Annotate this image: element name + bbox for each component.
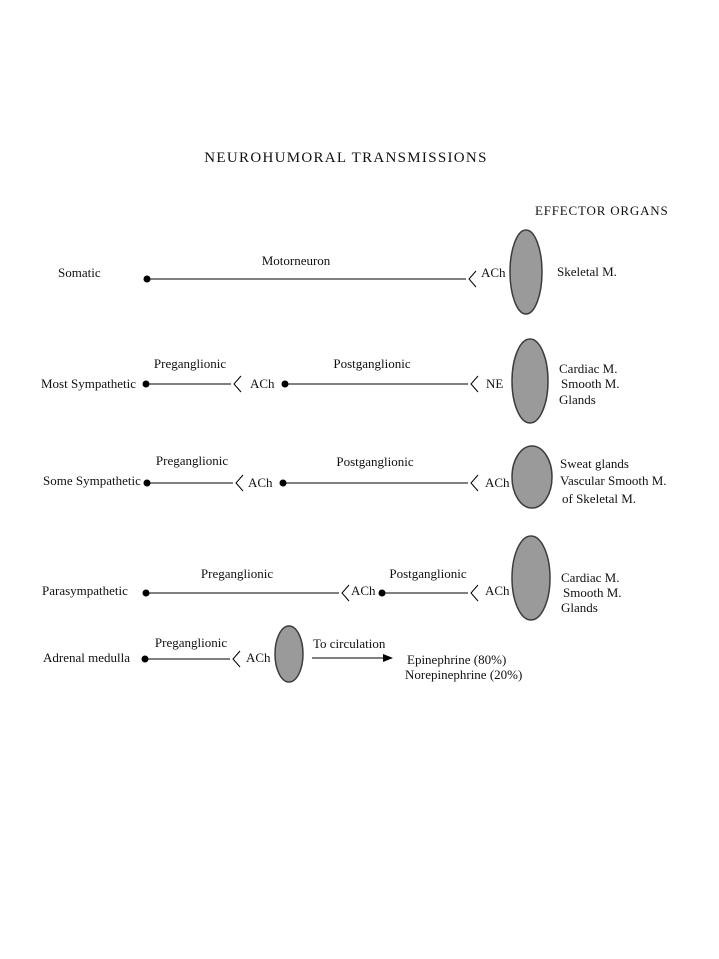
some-sympathetic-effector-3: of Skeletal M. <box>562 491 637 506</box>
pathway-label-adrenal-medulla: Adrenal medulla <box>43 650 130 665</box>
most-sympathetic-effector-ellipse <box>512 339 548 423</box>
parasympathetic-transmitter-2-label: ACh <box>485 583 510 598</box>
adrenal-gland-ellipse <box>275 626 303 682</box>
some-sympathetic-effector-2: Vascular Smooth M. <box>560 473 667 488</box>
parasympathetic-terminal-fork-icon <box>471 585 478 601</box>
to-circulation-arrowhead-icon <box>383 654 393 662</box>
somatic-effector-ellipse <box>510 230 542 314</box>
some-sympathetic-preganglionic-label: Preganglionic <box>155 453 229 468</box>
some-sympathetic-ganglion-dot-icon <box>280 480 287 487</box>
some-sympathetic-transmitter-2-label: ACh <box>485 475 510 490</box>
somatic-axon-label: Motorneuron <box>261 253 331 268</box>
most-sympathetic-postganglionic-label: Postganglionic <box>333 356 411 371</box>
adrenal-soma-dot-icon <box>142 656 149 663</box>
most-sympathetic-transmitter-1-label: ACh <box>250 376 275 391</box>
some-sympathetic-effector-ellipse <box>512 446 552 508</box>
parasympathetic-soma-dot-icon <box>143 590 150 597</box>
parasympathetic-transmitter-1-label: ACh <box>351 583 376 598</box>
parasympathetic-effector-2: Smooth M. <box>563 585 622 600</box>
most-sympathetic-preganglionic-label: Preganglionic <box>153 356 227 371</box>
adrenal-preganglionic-label: Preganglionic <box>154 635 228 650</box>
parasympathetic-ganglion-dot-icon <box>379 590 386 597</box>
most-sympathetic-effector-1: Cardiac M. <box>559 361 618 376</box>
somatic-effector-1: Skeletal M. <box>557 264 617 279</box>
to-circulation-label: To circulation <box>313 636 386 651</box>
some-sympathetic-postganglionic-label: Postganglionic <box>336 454 414 469</box>
most-sympathetic-synapse-fork-icon <box>234 376 241 392</box>
adrenal-secretion-2: Norepinephrine (20%) <box>405 667 523 682</box>
somatic-transmitter-label: ACh <box>481 265 506 280</box>
some-sympathetic-transmitter-1-label: ACh <box>248 475 273 490</box>
most-sympathetic-ganglion-dot-icon <box>282 381 289 388</box>
parasympathetic-effector-3: Glands <box>561 600 598 615</box>
somatic-soma-dot-icon <box>144 276 151 283</box>
pathway-label-parasympathetic: Parasympathetic <box>42 583 128 598</box>
adrenal-synapse-fork-icon <box>233 651 240 667</box>
pathway-label-most-sympathetic: Most Sympathetic <box>41 376 136 391</box>
adrenal-secretion-1: Epinephrine (80%) <box>407 652 507 667</box>
parasympathetic-effector-ellipse <box>512 536 550 620</box>
diagram-title: NEUROHUMORAL TRANSMISSIONS <box>204 150 488 166</box>
parasympathetic-preganglionic-label: Preganglionic <box>200 566 274 581</box>
pathway-label-somatic: Somatic <box>58 265 101 280</box>
some-sympathetic-terminal-fork-icon <box>471 475 478 491</box>
parasympathetic-effector-1: Cardiac M. <box>561 570 620 585</box>
most-sympathetic-effector-2: Smooth M. <box>561 376 620 391</box>
some-sympathetic-soma-dot-icon <box>144 480 151 487</box>
some-sympathetic-synapse-fork-icon <box>236 475 243 491</box>
adrenal-transmitter-label: ACh <box>246 650 271 665</box>
most-sympathetic-transmitter-2-label: NE <box>486 376 504 391</box>
most-sympathetic-terminal-fork-icon <box>471 376 478 392</box>
somatic-synapse-fork-icon <box>469 271 476 287</box>
effector-organs-header: EFFECTOR ORGANS <box>535 203 669 218</box>
pathway-label-some-sympathetic: Some Sympathetic <box>43 473 141 488</box>
most-sympathetic-effector-3: Glands <box>559 392 596 407</box>
most-sympathetic-soma-dot-icon <box>143 381 150 388</box>
parasympathetic-synapse-fork-icon <box>342 585 349 601</box>
parasympathetic-postganglionic-label: Postganglionic <box>389 566 467 581</box>
some-sympathetic-effector-1: Sweat glands <box>560 456 629 471</box>
